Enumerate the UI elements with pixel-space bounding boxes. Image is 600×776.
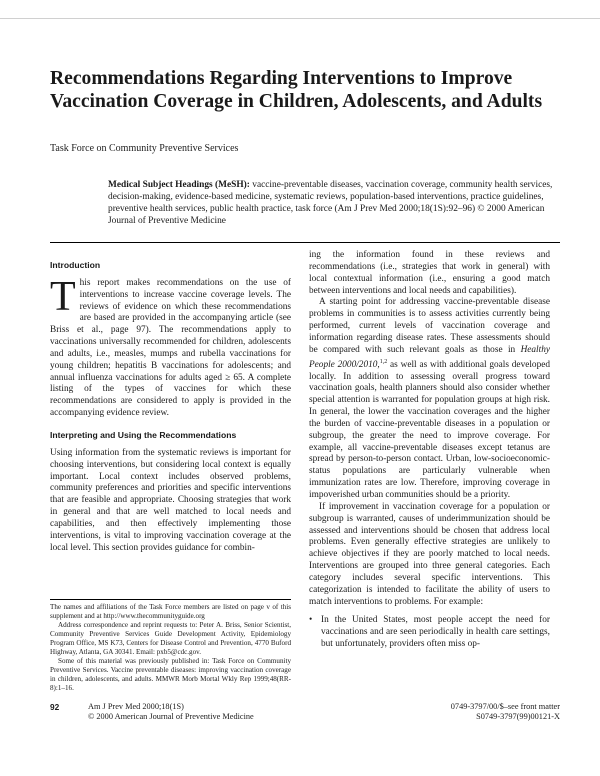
author-line: Task Force on Community Preventive Services bbox=[50, 143, 239, 154]
intro-text: his report makes recommendations on the use of interventions to increase vaccine coverage levels. The reviews of evidence on which these recommendations are based are provided in the accompanying article (see Briss et al., page 97). The recommendations apply to vaccinations universally recommended for children, adolescents and adults, i.e., measles, mumps and rubella vaccinations for young children; hepatitis B vaccinations for adolescents; and annual influenza vaccinations for adults aged ≥ 65. A complete listing of the types of vaccines for which these recommendations are considered to apply is provided in the accompanying evidence review. bbox=[50, 277, 291, 419]
journal-copyright: © 2000 American Journal of Preventive Medicine bbox=[88, 712, 254, 721]
citation-superscript: 1,2 bbox=[379, 358, 388, 365]
page-number: 92 bbox=[50, 702, 60, 712]
footnote-rule bbox=[50, 599, 291, 600]
left-column bbox=[50, 260, 291, 554]
issn-line: 0749-3797/00/$–see front matter bbox=[450, 702, 560, 711]
para2-text-a: A starting point for addressing vaccine-preventable disease problems in communities is to assess activities currently being performed, current levels of vaccination coverage and information regarding disease rates. These assessments should be compared with such relevant goals as those in bbox=[309, 297, 550, 355]
intro-paragraph bbox=[50, 273, 291, 420]
right-paragraph-3: If improvement in vaccination coverage for a population or subgroup is warranted, causes of underimmunization should be assessed and interventions should be chosen that address local problems. Even generally effective strategies are unlikely to achieve objectives if they are poorly matched to local needs. Interventions are grouped into three general categories. Each category includes several specific interventions. This categorization is intended to facilitate the ability of users to match interventions to problems. For example: bbox=[309, 501, 550, 607]
interpreting-heading: Interpreting and Using the Recommendations bbox=[50, 429, 237, 440]
mesh-text: vaccine-preventable diseases, vaccination coverage, community health services, decision-making, evidence-based medicine, systematic reviews, population-based interventions, practice guidelines, preventive health services, public health practice, task force (Am J Prev Med 2000;18(1S):92–96) © 2000 American Journal of Preventive Medicine bbox=[108, 180, 553, 226]
top-rule bbox=[0, 18, 600, 19]
bullet-text: In the United States, most people accept the need for vaccinations and are seen periodically in health care settings, but unfortunately, providers often miss op- bbox=[321, 615, 550, 650]
healthy-people-title: Healthy People 2000/2010, bbox=[309, 344, 550, 370]
footnotes bbox=[50, 599, 291, 693]
mesh-label: Medical Subject Headings (MeSH): bbox=[108, 180, 250, 190]
right-paragraph-1: ing the information found in these reviews and recommendations (i.e., strategies that work in general) with local contextual information (i.e., ensuring a good match between interventions and local needs and capabilities). bbox=[309, 250, 550, 296]
intro-heading: Introduction bbox=[50, 260, 101, 270]
footnote-prior-publication: Some of this material was previously published in: Task Force on Community Preventive Services. Vaccine preventable diseases: improving vaccination coverage in children, adolescents, and adults. MMWR Morb Mortal Wkly Rep 1999;48(RR-8):1–16. bbox=[50, 657, 291, 692]
pii-line: S0749-3797(99)00121-X bbox=[476, 712, 560, 721]
right-column bbox=[309, 250, 550, 651]
journal-citation: Am J Prev Med 2000;18(1S) bbox=[88, 702, 184, 711]
footnote-task-force: The names and affiliations of the Task Force members are listed on page v of this supplement and at http://www.thecommunityguide.org bbox=[50, 603, 291, 620]
bullet-item bbox=[309, 615, 550, 651]
drop-cap: T bbox=[50, 273, 76, 320]
interpreting-paragraph: Using information from the systematic reviews is important for choosing interventions, but considering local context is equally important. Local context includes observed problems, community preferences and priorities and specific interventions that are feasible and appropriate. Choosing strategies that work in general and that are well matched to local needs and capabilities, and then effectively implementing those interventions, is vital to improving vaccination coverage at the local level. This section provides guidance for combin- bbox=[50, 447, 291, 553]
abstract-separator bbox=[50, 242, 560, 243]
article-title: Recommendations Regarding Interventions to Improve Vaccination Coverage in Children, Adolescents, and Adults bbox=[50, 68, 543, 112]
journal-reference bbox=[88, 702, 254, 722]
para2-text-b: as well as with additional goals developed locally. In addition to assessing overall progress toward vaccination goals, health planners should also consider whether special attention is warranted for population groups at high risk. In general, the lower the vaccination coverages and the higher the burden of vaccine-preventable diseases in a population or subgroup, the greater the need to improve coverage. For example, all vaccine-preventable diseases except tetanus are spread by person-to-person contact. Urban, low-socioeconomic-status populations are particularly vulnerable when immunization rates are low. Therefore, improving coverage in impoverished urban communities should be a priority. bbox=[309, 359, 550, 500]
bullet-dot-icon: • bbox=[309, 615, 313, 626]
right-paragraph-2 bbox=[309, 297, 550, 501]
footnote-correspondence: Address correspondence and reprint requests to: Peter A. Briss, Senior Scientist, Community Preventive Services Guide Development Activity, Epidemiology Program Office, MS K73, Centers for Disease Control and Prevention, 4770 Buford Highway, Atlanta, GA 30341. Email: pxb5@cdc.gov. bbox=[50, 621, 291, 656]
article-codes bbox=[451, 702, 560, 722]
mesh-keywords bbox=[108, 180, 558, 228]
